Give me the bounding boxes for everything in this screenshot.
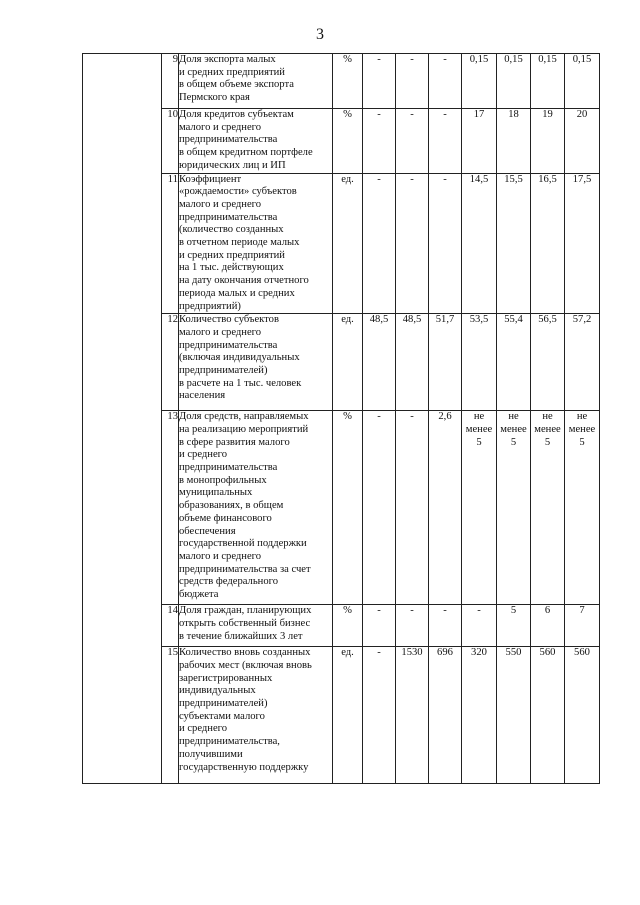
value-cell: 48,5 xyxy=(396,314,429,411)
value-cell: - xyxy=(363,173,396,314)
value-cell: 48,5 xyxy=(363,314,396,411)
value-cell: 16,5 xyxy=(531,173,565,314)
value-cell: 696 xyxy=(429,647,462,784)
unit-cell: % xyxy=(333,109,363,174)
indicator-name xyxy=(179,109,333,174)
indicator-name-line: периода малых и средних xyxy=(179,287,295,299)
indicator-name-line: в течение ближайших 3 лет xyxy=(179,630,303,642)
indicator-name-line: Доля средств, направляемых xyxy=(179,411,309,423)
indicator-name-line: предпринимательства xyxy=(179,211,278,223)
indicator-name-line: предпринимательства xyxy=(179,339,278,351)
indicator-name-line: Доля экспорта малых xyxy=(179,54,276,65)
value-cell: не менее 5 xyxy=(497,411,531,605)
value-cell: 57,2 xyxy=(565,314,600,411)
value-cell: 0,15 xyxy=(497,54,531,109)
indicator-name-line: образованиях, в общем xyxy=(179,500,284,512)
indicator-name xyxy=(179,411,333,605)
indicator-name-line: Количество вновь созданных xyxy=(179,647,311,659)
row-number: 13 xyxy=(162,411,179,605)
indicator-name-line: и средних предприятий xyxy=(179,249,285,261)
indicator-name-line: Доля граждан, планирующих xyxy=(179,605,312,617)
indicator-name-line: в общем объеме экспорта xyxy=(179,79,294,91)
unit-cell: % xyxy=(333,411,363,605)
value-cell: - xyxy=(429,109,462,174)
value-cell: 550 xyxy=(497,647,531,784)
value-cell: 7 xyxy=(565,605,600,647)
value-cell: 560 xyxy=(531,647,565,784)
indicator-name-line: государственной поддержки xyxy=(179,538,307,550)
indicator-name-line: объеме финансового xyxy=(179,512,272,524)
indicator-name-line: предпринимателей) xyxy=(179,365,268,377)
value-cell: - xyxy=(396,173,429,314)
indicator-name-line: на 1 тыс. действующих xyxy=(179,262,284,274)
value-cell: - xyxy=(396,411,429,605)
unit-cell: ед. xyxy=(333,314,363,411)
indicator-name-line: муниципальных xyxy=(179,487,253,499)
value-cell: 53,5 xyxy=(462,314,497,411)
table-row xyxy=(83,54,600,109)
indicator-name-line: малого и среднего xyxy=(179,326,262,338)
indicator-name-line: и среднего xyxy=(179,723,228,735)
indicator-name-line: «рождаемости» субъектов xyxy=(179,186,297,198)
value-cell: - xyxy=(363,605,396,647)
value-cell: 0,15 xyxy=(565,54,600,109)
row-number: 12 xyxy=(162,314,179,411)
value-cell: 2,6 xyxy=(429,411,462,605)
row-number: 10 xyxy=(162,109,179,174)
unit-cell: % xyxy=(333,54,363,109)
row-number: 14 xyxy=(162,605,179,647)
indicator-name-line: и средних предприятий xyxy=(179,66,285,78)
value-cell: 56,5 xyxy=(531,314,565,411)
value-cell: - xyxy=(363,411,396,605)
value-cell: 320 xyxy=(462,647,497,784)
value-cell: 17,5 xyxy=(565,173,600,314)
indicator-name xyxy=(179,647,333,784)
value-cell: 51,7 xyxy=(429,314,462,411)
indicator-name-line: рабочих мест (включая вновь xyxy=(179,659,312,671)
row-number: 9 xyxy=(162,54,179,109)
table-body xyxy=(83,54,600,784)
indicator-name-line: предпринимателей) xyxy=(179,698,268,710)
indicator-name xyxy=(179,314,333,411)
value-cell: 20 xyxy=(565,109,600,174)
indicator-name-line: в расчете на 1 тыс. человек xyxy=(179,377,302,389)
value-cell: - xyxy=(429,173,462,314)
indicator-name xyxy=(179,605,333,647)
value-cell: - xyxy=(396,109,429,174)
indicator-name-line: Коэффициент xyxy=(179,173,242,185)
value-cell: - xyxy=(363,54,396,109)
indicator-name-line: (количество созданных xyxy=(179,224,284,236)
indicator-name-line: на дату окончания отчетного xyxy=(179,275,309,287)
indicator-name-line: предпринимательства, xyxy=(179,736,280,748)
indicator-name-line: (включая индивидуальных xyxy=(179,352,300,364)
indicator-name-line: индивидуальных xyxy=(179,685,256,697)
indicator-name-line: и среднего xyxy=(179,449,228,461)
value-cell: 19 xyxy=(531,109,565,174)
value-cell: 5 xyxy=(497,605,531,647)
value-cell: 6 xyxy=(531,605,565,647)
value-cell: - xyxy=(462,605,497,647)
indicator-name-line: обеспечения xyxy=(179,525,236,537)
indicator-name-line: юридических лиц и ИП xyxy=(179,159,286,171)
indicator-name-line: в монопрофильных xyxy=(179,474,267,486)
indicator-name-line: Доля кредитов субъектам xyxy=(179,109,294,120)
indicator-name-line: малого и среднего xyxy=(179,550,262,562)
indicator-name-line: субъектами малого xyxy=(179,710,265,722)
indicator-name-line: населения xyxy=(179,390,226,402)
indicator-name-line: предпринимательства xyxy=(179,134,278,146)
indicator-name-line: государственную поддержку xyxy=(179,761,309,773)
unit-cell: ед. xyxy=(333,173,363,314)
value-cell: 0,15 xyxy=(531,54,565,109)
value-cell: - xyxy=(363,109,396,174)
indicator-name-line: в общем кредитном портфеле xyxy=(179,147,313,159)
row-number: 11 xyxy=(162,173,179,314)
left-blank-cell xyxy=(83,54,162,784)
value-cell: не менее 5 xyxy=(462,411,497,605)
indicator-name-line: бюджета xyxy=(179,589,219,601)
value-cell: 18 xyxy=(497,109,531,174)
indicator-name-line: в отчетном периоде малых xyxy=(179,237,300,249)
indicator-name-line: получившими xyxy=(179,748,243,760)
indicator-name xyxy=(179,173,333,314)
indicators-table xyxy=(82,53,600,784)
indicator-name-line: предпринимательства xyxy=(179,462,278,474)
indicator-name-line: средств федерального xyxy=(179,576,279,588)
value-cell: - xyxy=(396,54,429,109)
page-number: 3 xyxy=(316,26,324,43)
value-cell: 55,4 xyxy=(497,314,531,411)
row-number: 15 xyxy=(162,647,179,784)
indicator-name-line: открыть собственный бизнес xyxy=(179,617,311,629)
indicator-name-line: зарегистрированных xyxy=(179,672,273,684)
indicator-name-line: предприятий) xyxy=(179,300,241,312)
unit-cell: ед. xyxy=(333,647,363,784)
value-cell: 0,15 xyxy=(462,54,497,109)
indicator-name-line: в сфере развития малого xyxy=(179,436,290,448)
indicator-name-line: предпринимательства за счет xyxy=(179,563,311,575)
value-cell: 17 xyxy=(462,109,497,174)
value-cell: - xyxy=(363,647,396,784)
indicator-name-line: Количество субъектов xyxy=(179,314,279,326)
indicator-name-line: Пермского края xyxy=(179,92,250,104)
value-cell: - xyxy=(396,605,429,647)
value-cell: 14,5 xyxy=(462,173,497,314)
indicator-name-line: малого и среднего xyxy=(179,198,262,210)
value-cell: - xyxy=(429,605,462,647)
indicator-name xyxy=(179,54,333,109)
value-cell: - xyxy=(429,54,462,109)
value-cell: не менее 5 xyxy=(531,411,565,605)
value-cell: 1530 xyxy=(396,647,429,784)
indicator-name-line: малого и среднего xyxy=(179,121,262,133)
value-cell: 15,5 xyxy=(497,173,531,314)
value-cell: 560 xyxy=(565,647,600,784)
value-cell: не менее 5 xyxy=(565,411,600,605)
unit-cell: % xyxy=(333,605,363,647)
indicator-name-line: на реализацию мероприятий xyxy=(179,423,309,435)
